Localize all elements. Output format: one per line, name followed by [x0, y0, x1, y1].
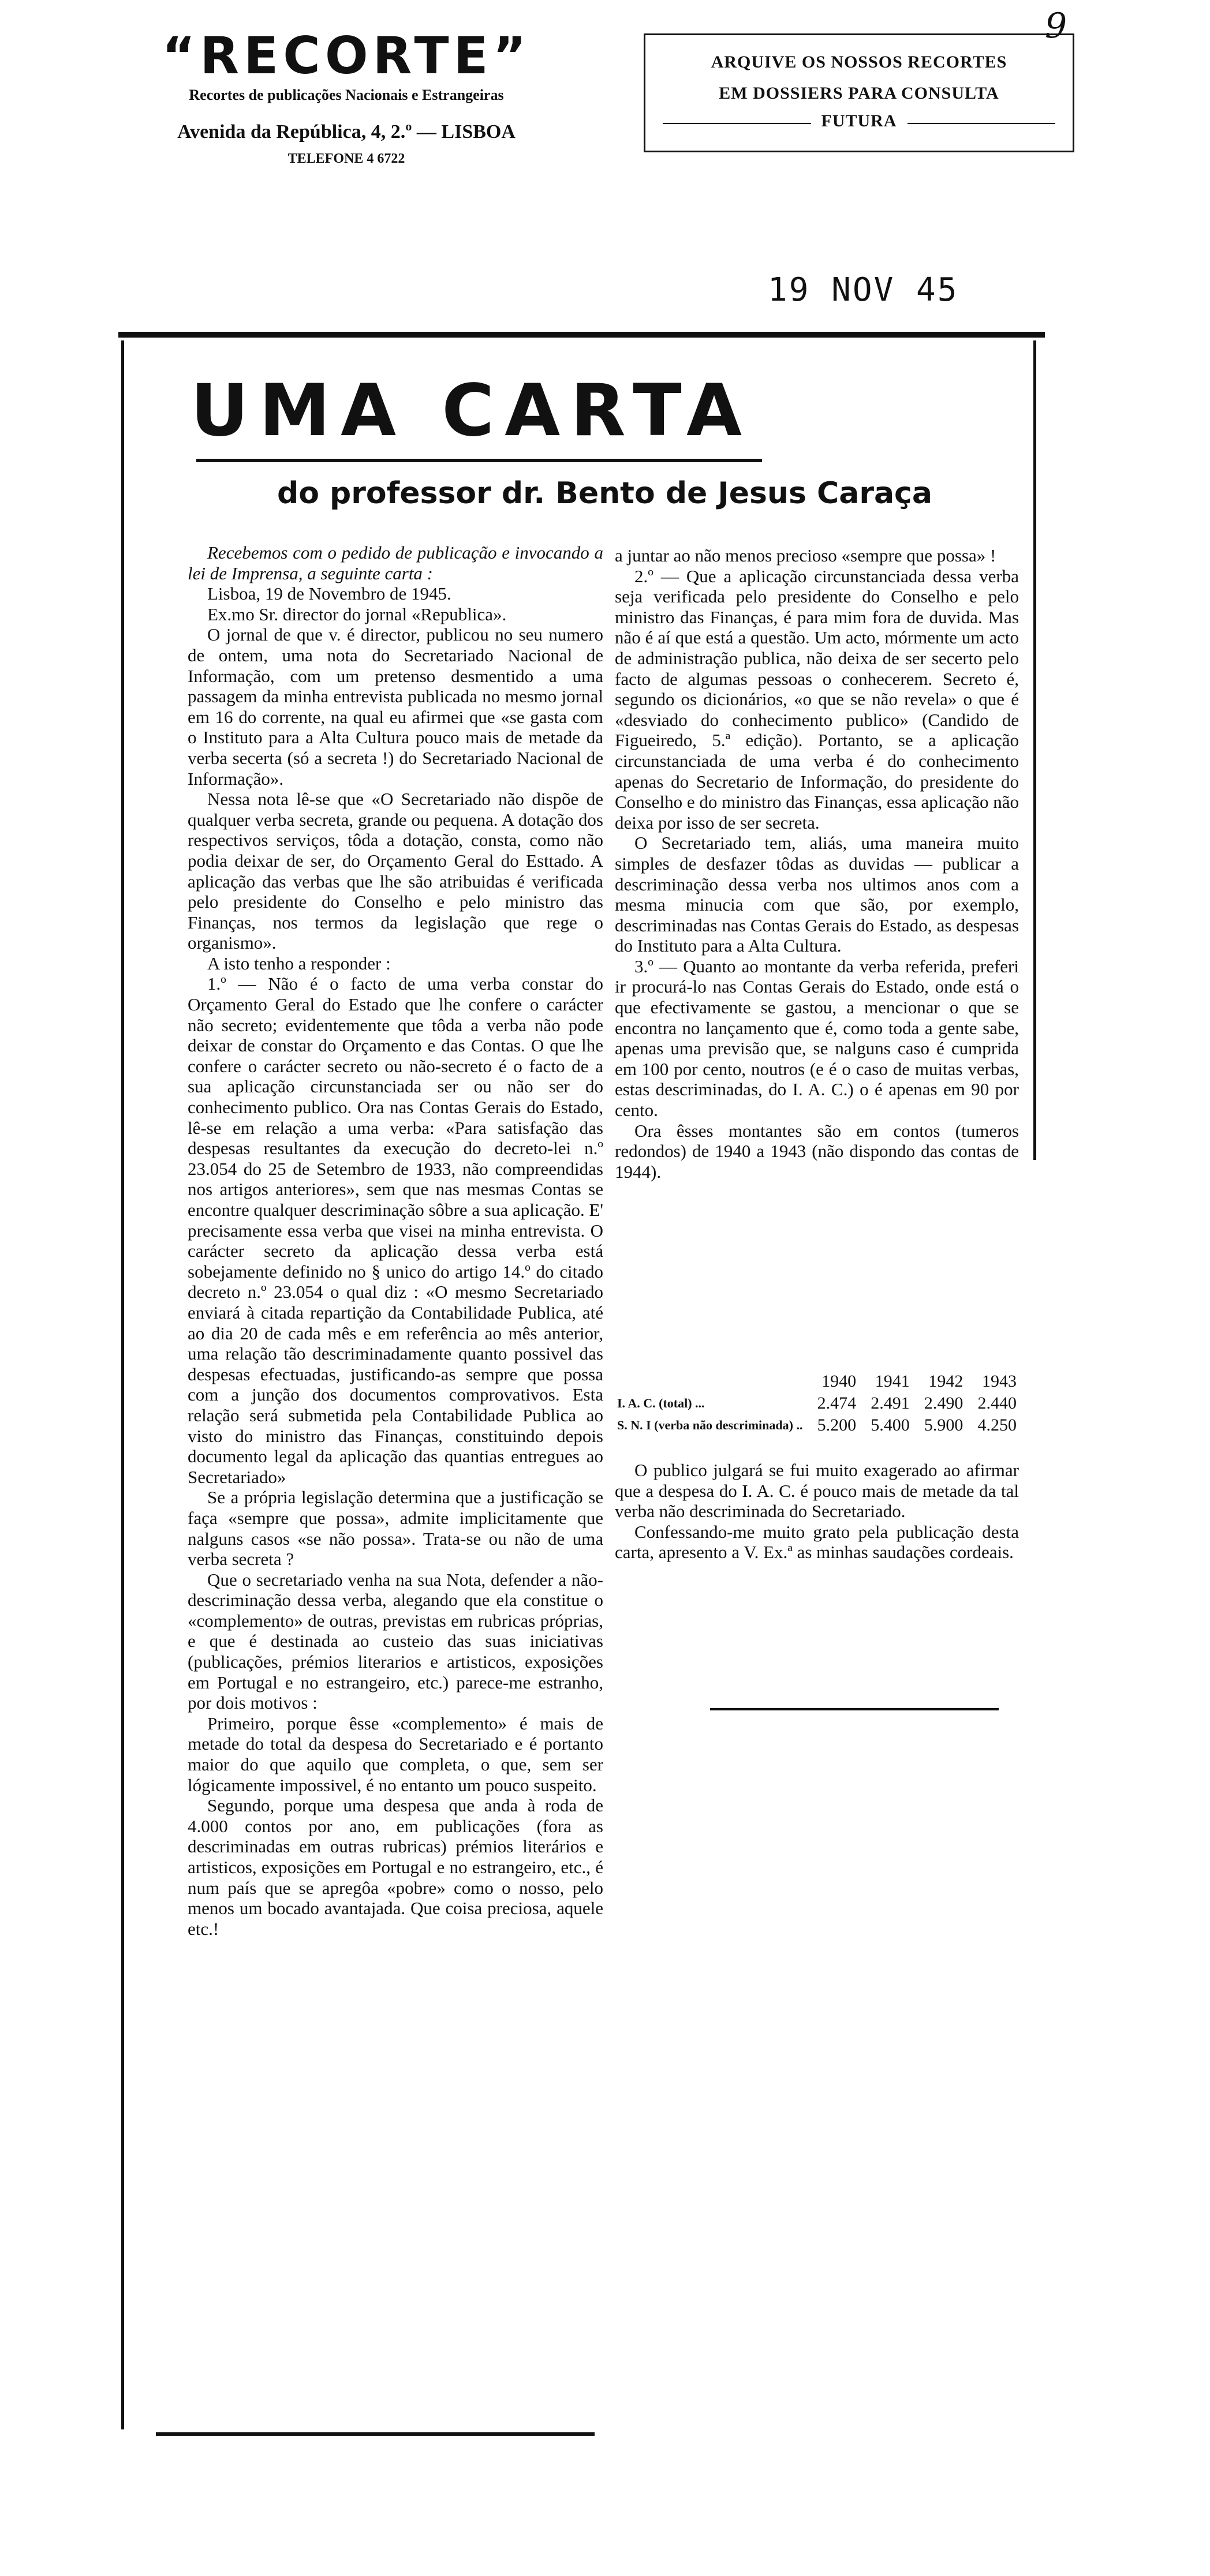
paragraph: Ex.mo Sr. director do jornal «Republica».: [207, 604, 507, 624]
clipping-border-bottom: [156, 2432, 595, 2436]
paragraph: O jornal de que v. é director, publicou no seu numero de ontem, uma nota do Secretariado Nacional de Informação, com um pretenso desmentido a uma passagem da minha entrevista publicada no mesmo jornal em 16 do corrente, na qual eu afirmei que «se gasta com o Instituto para a Alta Cultura pouco mais de metade da verba secerta (só a secreta !) do Secretariado Nacional de Informação».: [188, 624, 603, 789]
table-cell: 4.250: [977, 1416, 1017, 1435]
table-row-label: I. A. C. (total) ...: [617, 1396, 705, 1410]
paragraph: 1.º — Não é o facto de uma verba constar do Orçamento Geral do Estado que lhe confere o carácter não secreto; evidentemente que tôda a verba não pode deixar de constar do Orçamento e das Contas. O que lhe confere o carácter secreto ou não-secreto é o facto de a sua aplicação circunstanciada ser ou não ser do conhecimento publico. Ora nas Contas Gerais do Estado, lê-se em relação a uma verba: «Para satisfação das despesas resultantes da execução do decreto-lei n.º 23.054 do 25 de Setembro de 1933, não compreendidas nos artigos anteriores», sem que nas mesmas Contas se encontre qualquer descriminação sôbre a sua aplicação. E' precisamente essa verba que visei na minha entrevista. O carácter secreto da aplicação dessa verba está sobejamente definido no § unico do artigo 14.º do citado decreto n.º 23.054 o qual diz : «O mesmo Secretariado enviará à citada repartição da Contabilidade Publica, até ao dia 20 de cada mês e em referência ao mês anterior, uma relação tão descriminadamente quanto possivel das despesas efectuadas, justificando-as sempre que possa com a junção dos documentos comprovativos. Esta relação será submetida pela Contabilidade Publica ao visto do ministro das Finanças, constituindo depois documento legal da aplicação das quantias entregues ao Secretariado»: [188, 974, 603, 1487]
table-cell: 2.440: [977, 1394, 1017, 1413]
paragraph: 2.º — Que a aplicação circunstanciada dessa verba seja verificada pelo presidente do Conselho e pelo ministro das Finanças, é para mim fora de duvida. Mas não é aí que está a questão. Um acto, mórmente um acto de administração publica, não deixa de ser secerto pelo facto de algumas pessoas o conhecerem. Secreto é, segundo os dicionários, «o que se não revela» o que é «desviado do conhecimento publico» (Candido de Figueiredo, 5.ª edição). Portanto, se a aplicação circunstanciada de uma verba é do conhecimento apenas do Secretario de Informação, do presidente do Conselho e do ministro das Finanças, essa aplicação não deixa por isso de ser secreta.: [615, 566, 1019, 833]
publisher-tagline: Recortes de publicações Nacionais e Estrangeiras: [189, 87, 504, 103]
archive-notice-line: FUTURA: [811, 111, 907, 131]
paragraph: O Secretariado tem, aliás, uma maneira muito simples de desfazer tôdas as duvidas — publicar a descriminação dessa verba nos ultimos anos com a mesma minucia com que são, por exemplo, descriminadas nas Contas Gerais do Estado, as despesas do Instituto para a Alta Cultura.: [615, 833, 1019, 956]
table-row-label: S. N. I (verba não descriminada) ..: [617, 1418, 803, 1432]
paragraph: Confessando-me muito grato pela publicação desta carta, apresento a V. Ex.ª as minhas saudações cordeais.: [615, 1521, 1019, 1563]
archive-notice-line: EM DOSSIERS PARA CONSULTA: [719, 84, 999, 103]
table-cell: 2.474: [817, 1394, 857, 1413]
article-column-right-closing: [615, 1460, 1019, 1563]
table-year-header: 1940: [821, 1372, 857, 1391]
table-cell: 2.490: [924, 1394, 963, 1413]
publisher-logo: “RECORTE”: [162, 26, 531, 85]
paragraph: Se a própria legislação determina que a justificação se faça «sempre que possa», admite implicitamente que nalguns casos «se não possa». Trata-se ou não de uma verba secreta ?: [188, 1487, 603, 1570]
headline-rule: [196, 459, 762, 462]
article-column-right: [615, 545, 1019, 1182]
table-cell: 2.491: [871, 1394, 910, 1413]
clipping-border-top: [118, 332, 1045, 338]
publisher-address: Avenida da República, 4, 2.º — LISBOA: [177, 121, 516, 143]
paragraph: Recebemos com o pedido de publicação e invocando a lei de Imprensa, a seguinte carta :: [188, 542, 603, 583]
paragraph: Que o secretariado venha na sua Nota, defender a não-descriminação dessa verba, alegando que ela constitue o «complemento» de outras, previstas em rubricas próprias, e que é destinada ao custeio das suas iniciativas (publicações, prémios literarios e artisticos, exposições em Portugal e no estrangeiro, etc.) parece-me estranho, por dois motivos :: [188, 1569, 603, 1713]
table-row: [615, 1392, 1019, 1414]
article-end-rule: [710, 1708, 999, 1710]
clipping-border-right: [1033, 340, 1036, 1160]
date-stamp: 19 NOV 45: [768, 271, 959, 309]
paragraph: A isto tenho a responder :: [207, 953, 391, 974]
paragraph: Segundo, porque uma despesa que anda à roda de 4.000 contos por ano, em publicações (fora as descriminadas em outras rubricas) prémios literários e artisticos, exposições em Portugal e no estrangeiro, etc., é num país que se apregôa «pobre» como o nosso, pelo menos um bocado avantajada. Que coisa preciosa, aquele etc.!: [188, 1795, 603, 1939]
table-header-row: [615, 1371, 1019, 1392]
table-year-header: 1941: [875, 1372, 910, 1391]
table-row: [615, 1414, 1019, 1436]
publisher-phone: TELEFONE 4 6722: [287, 151, 405, 166]
paragraph: O publico julgará se fui muito exagerado ao afirmar que a despesa do I. A. C. é pouco mais de metade da tal verba não descriminada do Secretariado.: [615, 1460, 1019, 1522]
paragraph: Nessa nota lê-se que «O Secretariado não dispõe de qualquer verba secreta, grande ou pequena. A dotação dos respectivos serviços, tôda a dotação, consta, como não podia deixar de ser, do Orçamento Geral do Esttado. A aplicação das verbas que lhe são atribuidas é verificada pelo presidente do Conselho e pelo ministro das Finanças, nos termos da legislação que rege o organismo».: [188, 789, 603, 953]
archive-notice-box: [644, 33, 1074, 152]
paragraph: Ora êsses montantes são em contos (tumeros redondos) de 1940 a 1943 (não dispondo das contas de 1944).: [615, 1120, 1019, 1182]
paragraph: Lisboa, 19 de Novembro de 1945.: [207, 583, 451, 604]
clipping-border-left: [121, 340, 124, 2429]
table-cell: 5.200: [817, 1416, 857, 1435]
archive-notice-footer: [645, 111, 1073, 134]
article-column-left: [188, 542, 603, 1939]
table-cell: 5.400: [871, 1416, 910, 1435]
paragraph: a juntar ao não menos precioso «sempre que possa» !: [615, 545, 996, 566]
table-cell: 5.900: [924, 1416, 963, 1435]
article-headline: UMA CARTA: [191, 369, 753, 452]
paragraph: 3.º — Quanto ao montante da verba referida, preferi ir procurá-lo nas Contas Gerais do Estado, onde está o que efectivamente se gastou, a mencionar o que se encontra no lançamento que é, como toda a gente sabe, apenas uma previsão que, se nalguns caso é cumprida em 100 por cento, noutros (e é o caso de muitas verbas, estas descriminadas, do I. A. C.) o é apenas em 90 por cento.: [615, 956, 1019, 1121]
handwritten-mark: 9: [1045, 6, 1067, 46]
table-year-header: 1943: [982, 1372, 1017, 1391]
paragraph: Primeiro, porque êsse «complemento» é mais de metade do total da despesa do Secretariado e é portanto maior do que aquilo que completa, o que, sem ser lógicamente impossivel, é no entanto um pouco suspeito.: [188, 1713, 603, 1795]
expenditure-table: [615, 1371, 1019, 1436]
archive-notice-line: ARQUIVE OS NOSSOS RECORTES: [711, 53, 1007, 72]
article-subheadline: do professor dr. Bento de Jesus Caraça: [277, 476, 932, 511]
table-year-header: 1942: [928, 1372, 963, 1391]
